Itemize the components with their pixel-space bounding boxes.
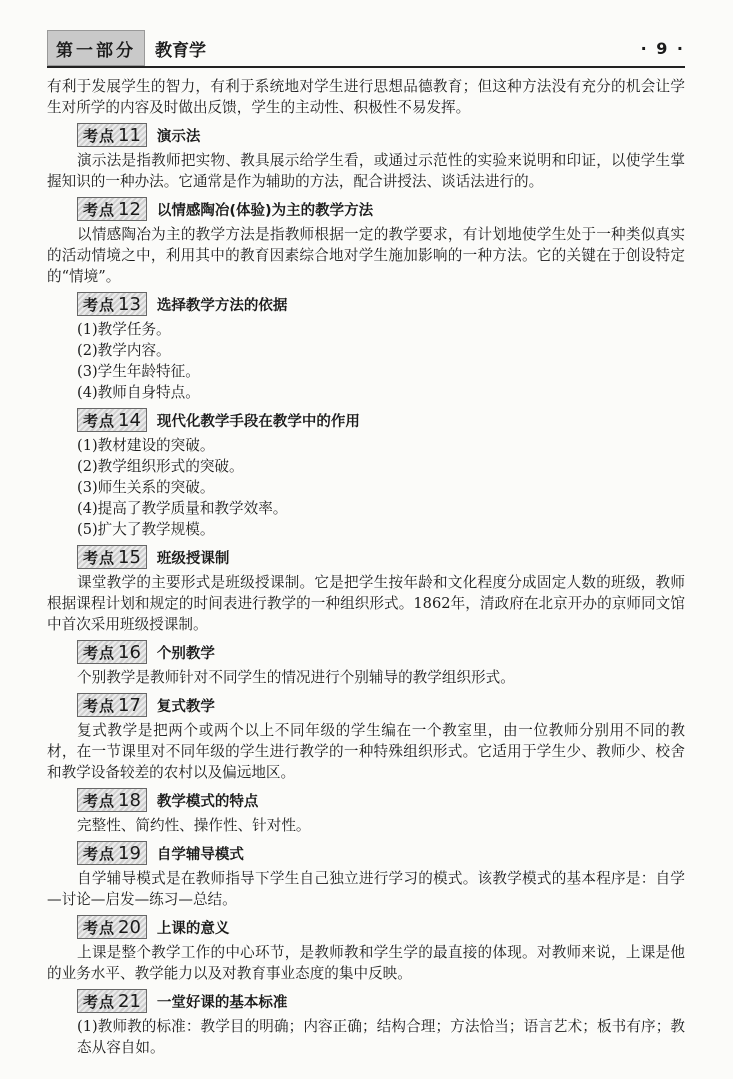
section-title: 一堂好课的基本标准 — [156, 994, 288, 1011]
kaodian-badge — [77, 841, 147, 865]
kaodian-badge — [77, 545, 147, 569]
section-paragraph: 个别教学是教师针对不同学生的情况进行个别辅导的教学组织形式。 — [77, 669, 515, 686]
section-heading — [77, 788, 685, 812]
section-heading — [77, 545, 685, 569]
kaodian-number: 11 — [118, 124, 141, 146]
kaodian-label: 考点 — [83, 295, 116, 314]
section-title: 以情感陶冶(体验)为主的教学方法 — [156, 202, 374, 219]
kaodian-label: 考点 — [83, 918, 116, 937]
list-item: (4)教师自身特点。 — [77, 384, 200, 401]
list-item: (3)学生年龄特征。 — [77, 363, 200, 380]
kaodian-badge — [77, 408, 147, 432]
section-heading — [77, 841, 685, 865]
section-paragraph: 完整性、简约性、操作性、针对性。 — [77, 817, 311, 834]
page-header — [47, 31, 685, 65]
kaodian-badge — [77, 915, 147, 939]
section-heading — [77, 640, 685, 664]
kaodian-label: 考点 — [83, 548, 116, 567]
subject-label: 教育学 — [155, 40, 206, 61]
list-item: (5)扩大了教学规模。 — [77, 521, 215, 538]
kaodian-label: 考点 — [83, 200, 116, 219]
section-heading — [77, 915, 685, 939]
section-paragraph: 自学辅导模式是在教师指导下学生自己独立进行学习的模式。该教学模式的基本程序是：自学—讨论—启发—练习—总结。 — [47, 870, 685, 908]
page-content — [47, 76, 685, 1058]
page-number: · 9 · — [640, 38, 685, 58]
section-title: 上课的意义 — [156, 920, 230, 937]
section-heading — [77, 292, 685, 316]
part-label: 第一部分 — [47, 30, 145, 66]
section-title: 复式教学 — [156, 698, 215, 715]
kaodian-label: 考点 — [83, 992, 116, 1011]
section-title: 班级授课制 — [156, 550, 230, 567]
section-heading — [77, 197, 685, 221]
kaodian-badge — [77, 123, 147, 147]
section-title: 个别教学 — [156, 645, 215, 662]
kaodian-label: 考点 — [83, 696, 116, 715]
list-item: (1)教学任务。 — [77, 321, 171, 338]
list-item: (1)教材建设的突破。 — [77, 437, 215, 454]
kaodian-badge — [77, 640, 147, 664]
kaodian-badge — [77, 989, 147, 1013]
section-heading — [77, 123, 685, 147]
list-item: (2)教学组织形式的突破。 — [77, 458, 244, 475]
section-paragraph: 复式教学是把两个或两个以上不同年级的学生编在一个教室里，由一位教师分别用不同的教材，在一节课里对不同年级的学生进行教学的一种特殊组织形式。它适用于学生少、教师少、校舍和教学设备较差的农村以及偏远地区。 — [47, 722, 685, 781]
kaodian-badge — [77, 693, 147, 717]
kaodian-number: 15 — [118, 546, 141, 568]
kaodian-label: 考点 — [83, 411, 116, 430]
kaodian-number: 12 — [118, 198, 141, 220]
list-item: (3)师生关系的突破。 — [77, 479, 215, 496]
section-title: 演示法 — [156, 128, 201, 145]
kaodian-label: 考点 — [83, 643, 116, 662]
section-paragraph: 演示法是指教师把实物、教具展示给学生看，或通过示范性的实验来说明和印证，以使学生掌握知识的一种办法。它通常是作为辅助的方法，配合讲授法、谈话法进行的。 — [47, 152, 685, 190]
list-item: (2)教学内容。 — [77, 342, 171, 359]
kaodian-badge — [77, 197, 147, 221]
section-heading — [77, 693, 685, 717]
intro-paragraph: 有利于发展学生的智力，有利于系统地对学生进行思想品德教育；但这种方法没有充分的机会让学生对所学的内容及时做出反馈，学生的主动性、积极性不易发挥。 — [47, 78, 685, 116]
section-paragraph: 以情感陶冶为主的教学方法是指教师根据一定的教学要求，有计划地使学生处于一种类似真实的活动情境之中，利用其中的教育因素综合地对学生施加影响的一种方法。它的关键在于创设特定的“情境”。 — [47, 226, 685, 285]
section-heading — [77, 408, 685, 432]
kaodian-number: 18 — [118, 789, 141, 811]
kaodian-number: 13 — [118, 293, 141, 315]
kaodian-label: 考点 — [83, 791, 116, 810]
kaodian-number: 19 — [118, 842, 141, 864]
list-item: (1)教师教的标准：教学目的明确；内容正确；结构合理；方法恰当；语言艺术；板书有序；教态从容自如。 — [77, 1018, 685, 1056]
kaodian-number: 21 — [118, 990, 141, 1012]
kaodian-number: 20 — [118, 916, 141, 938]
kaodian-number: 17 — [118, 694, 141, 716]
section-paragraph: 上课是整个教学工作的中心环节，是教师教和学生学的最直接的体现。对教师来说，上课是他的业务水平、教学能力以及对教育事业态度的集中反映。 — [47, 944, 685, 982]
section-title: 自学辅导模式 — [156, 846, 244, 863]
header-rule — [47, 66, 685, 68]
kaodian-badge — [77, 292, 147, 316]
list-item: (4)提高了教学质量和教学效率。 — [77, 500, 288, 517]
kaodian-badge — [77, 788, 147, 812]
kaodian-number: 14 — [118, 409, 141, 431]
kaodian-label: 考点 — [83, 126, 116, 145]
section-paragraph: 课堂教学的主要形式是班级授课制。它是把学生按年龄和文化程度分成固定人数的班级，教师根据课程计划和规定的时间表进行教学的一种组织形式。1862年，清政府在北京开办的京师同文馆中首次采用班级授课制。 — [47, 574, 685, 633]
kaodian-label: 考点 — [83, 844, 116, 863]
section-title: 选择教学方法的依据 — [156, 297, 288, 314]
section-title: 现代化教学手段在教学中的作用 — [156, 413, 360, 430]
kaodian-number: 16 — [118, 641, 141, 663]
section-title: 教学模式的特点 — [156, 793, 259, 810]
section-heading — [77, 989, 685, 1013]
